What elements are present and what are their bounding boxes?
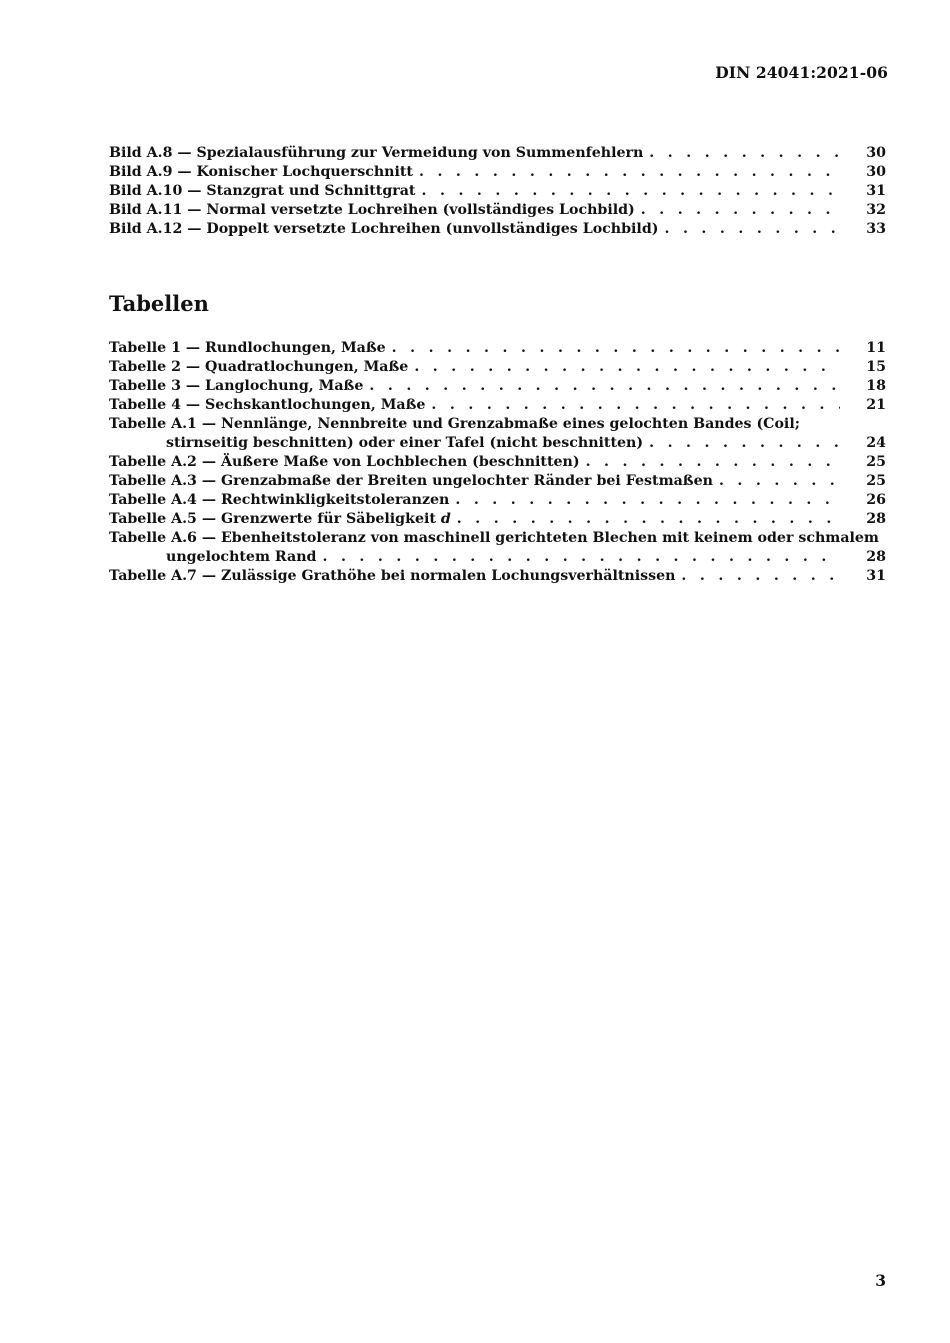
toc-entry-page: 25 <box>866 473 886 489</box>
toc-entry-title: Tabelle 2 — Quadratlochungen, Maße <box>109 359 409 375</box>
toc-entry-title: Bild A.8 — Spezialausführung zur Vermeidung von Summenfehlern <box>109 145 644 161</box>
tables-list <box>109 339 886 586</box>
toc-leader <box>455 491 840 510</box>
toc-entry-table-a4[interactable] <box>109 491 886 510</box>
toc-entry-table-a2[interactable] <box>109 453 886 472</box>
toc-leader <box>664 220 840 239</box>
toc-leader <box>322 548 840 567</box>
toc-entry-page: 11 <box>866 340 886 356</box>
toc-entry-title: Tabelle 4 — Sechskantlochungen, Maße <box>109 397 426 413</box>
toc-entry-title: Bild A.12 — Doppelt versetzte Lochreihen (unvollständiges Lochbild) <box>109 221 659 237</box>
toc-entry-title: Tabelle A.7 — Zulässige Grathöhe bei normalen Lochungsverhältnissen <box>109 568 676 584</box>
toc-entry-table-4[interactable] <box>109 396 886 415</box>
toc-entry-page: 25 <box>866 454 886 470</box>
toc-leader <box>719 472 840 491</box>
toc-entry-page: 15 <box>866 359 886 375</box>
page-number: 3 <box>875 1271 886 1290</box>
toc-leader <box>457 510 840 529</box>
toc-leader <box>421 182 840 201</box>
toc-leader <box>369 377 840 396</box>
toc-leader <box>586 453 840 472</box>
toc-entry-table-a6[interactable] <box>109 529 886 567</box>
toc-entry-figure-a12[interactable] <box>109 220 886 239</box>
toc-entry-table-a5[interactable] <box>109 510 886 529</box>
toc-leader <box>649 434 840 453</box>
document-id: DIN 24041:2021-06 <box>715 63 888 82</box>
toc-entry-title: Bild A.11 — Normal versetzte Lochreihen (vollständiges Lochbild) <box>109 202 635 218</box>
toc-entry-page: 31 <box>866 568 886 584</box>
toc-entry-table-1[interactable] <box>109 339 886 358</box>
toc-entry-figure-a11[interactable] <box>109 201 886 220</box>
toc-entry-page: 28 <box>866 511 886 527</box>
toc-entry-title: Bild A.9 — Konischer Lochquerschnitt <box>109 164 413 180</box>
toc-entry-title-line1: Tabelle A.6 — Ebenheitstoleranz von maschinell gerichteten Blechen mit keinem oder schmalem <box>109 530 879 546</box>
toc-entry-title: Tabelle A.3 — Grenzabmaße der Breiten ungelochter Ränder bei Festmaßen <box>109 473 713 489</box>
toc-entry-title-wrap <box>109 510 457 529</box>
toc-entry-page: 30 <box>866 145 886 161</box>
toc-entry-title: Tabelle A.5 — Grenzwerte für Säbeligkeit <box>109 511 436 527</box>
toc-entry-table-2[interactable] <box>109 358 886 377</box>
toc-leader <box>641 201 840 220</box>
toc-leader <box>392 339 840 358</box>
toc-entry-page: 28 <box>866 549 886 565</box>
toc-entry-title-line2: stirnseitig beschnitten) oder einer Tafel (nicht beschnitten) <box>166 435 644 451</box>
figures-list <box>109 144 886 239</box>
toc-leader <box>414 358 840 377</box>
toc-leader <box>681 567 840 586</box>
tables-heading: Tabellen <box>109 291 209 316</box>
toc-entry-page: 24 <box>866 435 886 451</box>
toc-entry-title-line1: Tabelle A.1 — Nennlänge, Nennbreite und Grenzabmaße eines gelochten Bandes (Coil; <box>109 416 800 432</box>
toc-entry-figure-a9[interactable] <box>109 163 886 182</box>
toc-leader <box>649 144 840 163</box>
toc-entry-title: Tabelle A.2 — Äußere Maße von Lochblechen (beschnitten) <box>109 454 580 470</box>
toc-entry-page: 18 <box>866 378 886 394</box>
toc-entry-title-line2: ungelochtem Rand <box>166 549 317 565</box>
toc-entry-page: 31 <box>866 183 886 199</box>
toc-leader <box>431 396 840 415</box>
toc-entry-title: Tabelle 3 — Langlochung, Maße <box>109 378 364 394</box>
toc-entry-page: 33 <box>866 221 886 237</box>
toc-entry-figure-a10[interactable] <box>109 182 886 201</box>
toc-entry-table-a1[interactable] <box>109 415 886 453</box>
toc-entry-table-3[interactable] <box>109 377 886 396</box>
toc-entry-figure-a8[interactable] <box>109 144 886 163</box>
toc-entry-page: 32 <box>866 202 886 218</box>
toc-entry-title: Tabelle 1 — Rundlochungen, Maße <box>109 340 386 356</box>
symbol-d: d <box>440 511 451 527</box>
toc-entry-title: Bild A.10 — Stanzgrat und Schnittgrat <box>109 183 416 199</box>
toc-entry-table-a3[interactable] <box>109 472 886 491</box>
toc-leader <box>419 163 840 182</box>
toc-entry-table-a7[interactable] <box>109 567 886 586</box>
toc-entry-page: 30 <box>866 164 886 180</box>
toc-entry-page: 26 <box>866 492 886 508</box>
toc-entry-page: 21 <box>866 397 886 413</box>
toc-entry-title: Tabelle A.4 — Rechtwinkligkeitstoleranzen <box>109 492 450 508</box>
